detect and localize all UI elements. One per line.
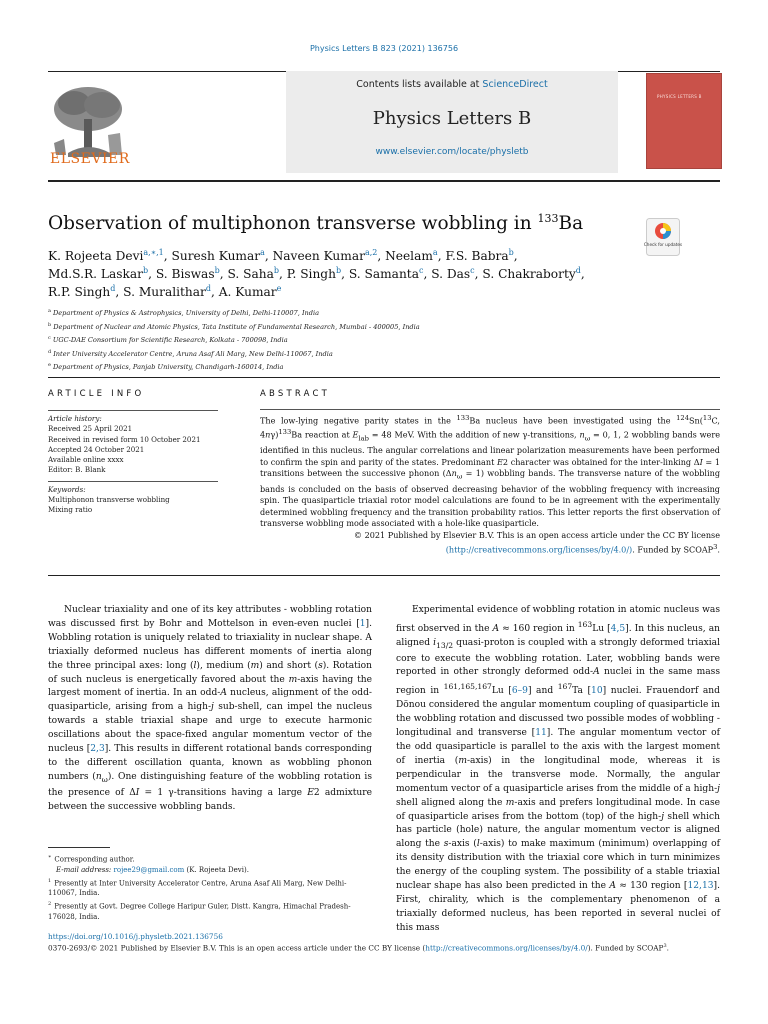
abstract-bottom-rule (48, 575, 720, 576)
journal-cover-image[interactable] (646, 73, 722, 169)
author-name: S. Biswas (155, 267, 215, 281)
author-affiliation-marker[interactable]: b (273, 265, 279, 275)
author-separator: , (115, 285, 124, 299)
author-affiliation-marker[interactable]: b (214, 265, 220, 275)
author-name: Naveen Kumar (272, 249, 365, 263)
author-separator: , (219, 267, 228, 281)
author-name: S. Samanta (348, 267, 419, 281)
affiliation-text: Department of Nuclear and Atomic Physics, Tata Institute of Fundamental Research, Mumbai - 400005, India (53, 322, 420, 331)
affiliation-marker: c (48, 335, 51, 342)
history-item: Received in revised form 10 October 2021 (48, 434, 201, 444)
keyword-item: Multiphonon transverse wobbling (48, 495, 170, 505)
history-item: Available online xxxx (48, 455, 124, 465)
affiliation-text: UGC-DAE Consortium for Scientific Research, Kolkata - 700098, India (52, 336, 288, 345)
author-name: S. Das (431, 267, 471, 281)
author-name: Md.S.R. Laskar (48, 267, 143, 281)
affiliation-marker: a (48, 308, 51, 314)
footnote-email: E-mail address: rojee29@gmail.com (K. Rojeeta Devi). (56, 865, 249, 874)
affiliation-item (48, 333, 668, 347)
author-name: S. Saha (227, 267, 274, 281)
cc-license-link[interactable]: (http://creativecommons.org/licenses/by/4.0/) (445, 544, 633, 555)
affiliation-text: Department of Physics, Panjab University, Chandigarh-160014, India (52, 363, 284, 372)
journal-reference[interactable]: Physics Letters B 823 (2021) 136756 (309, 44, 459, 53)
cover-title: PHYSICS LETTERS B (657, 94, 702, 99)
copyright-line: 0370-2693/© 2021 Published by Elsevier B.V. This is an open access article under the CC BY license (http://creativecommons.org/licenses/by/4.0/). Funded by SCOAP$^3$. (48, 943, 669, 953)
author-name: K. Rojeeta Devi (48, 249, 144, 263)
author-separator: , (474, 267, 483, 281)
abstract-text: The low-lying negative parity states in the $^{133}$Ba nucleus have been investigated using the $^{124}$Sn($^{13}$C, 4nγ)$^{133}$Ba reaction at $E_{lab} = 48$ MeV. With the addition of new γ-transitions, $n_\omega = 0$, 1, 2 wobbling bands were identified in this nucleus. The angular correlations and linear polarization measurements have been performed to confirm the spin and parity of the states. Predominant E2 character was obtained for the inter-linking ΔI = 1 transitions between the successive phonon $(\Delta n_\omega = 1)$ wobbling bands. The transverse nature of the wobbling bands is concluded on the basis of observed decreasing behavior of the wobbling frequency with increasing spin. The quasiparticle triaxial rotor model calculations are found to be in agreement with the experimentally determined wobbling frequency and the transition probability ratios. This letter reports the first observation of transverse wobbling mode associated with a hole-like quasiparticle. © 2021 Published by Elsevier B.V. This is an open access article under the CC BY license (http://creativecommons.org/licenses/by/4.0/). Funded by SCOAP$^3$. (260, 412, 720, 556)
article-title: Observation of multiphonon transverse wobbling in $^{133}$Ba (48, 212, 584, 235)
author-separator: , (148, 267, 156, 281)
footnote-corresponding: ∗ Corresponding author. (48, 854, 135, 864)
author-affiliation-marker[interactable]: a,∗,1 (143, 247, 164, 257)
author-list (48, 247, 668, 301)
abstract-heading: ABSTRACT (260, 389, 331, 399)
masthead-bottom-rule (48, 180, 720, 182)
journal-banner (286, 71, 618, 173)
history-item: Editor: B. Blank (48, 465, 106, 475)
footnote-1: $^1$ Presently at Inter University Accelerator Centre, Aruna Asaf Ali Marg, New Delhi-110067, India. (48, 877, 347, 898)
affiliation-item (48, 306, 668, 320)
author-name: F.S. Babra (445, 249, 509, 263)
author-affiliation-marker[interactable]: d (110, 283, 116, 293)
author-email-link[interactable]: rojee29@gmail.com (113, 865, 185, 874)
footnote-2: $^2$ Presently at Govt. Degree College Haripur Guler, Distt. Kangra, Himachal Pradesh-176028, India. (48, 901, 351, 921)
affiliation-item (48, 320, 668, 334)
author-name: A. Kumar (218, 285, 277, 299)
author-affiliation-marker[interactable]: b (508, 247, 514, 257)
check-for-updates-label: Check for updates (643, 242, 683, 247)
body-column-right: Experimental evidence of wobbling rotation in atomic nucleus was first observed in the A ≈ 160 region in $^{163}$Lu [4,5]. In this nucleus, an aligned $i_{13/2}$ quasi-proton is coupled with a strongly deformed triaxial core to execute the wobbling rotation. Later, wobbling bands were reported in other strongly deformed odd-A nuclei in the same mass region in $^{161,165,167}$Lu [6–9] and $^{167}$Ta [10] nuclei. Frauendorf and Dönou considered the angular momentum coupling of quasiparticle in the wobbling rotation and discussed two possible modes of wobbling - longitudinal and transverse [11]. The angular momentum vector of the odd quasiparticle is parallel to the axis with the largest moment of inertia (m-axis) in the longitudinal mode, whereas it is perpendicular in the transverse mode. Normally, the angular momentum vector of a quasiparticle arises from the middle of a high-j shell aligned along the m-axis and prefers longitudinal mode. In case of quasiparticle arises from the bottom (top) of the high-j shell which has particle (hole) nature, the angular momentum vector is aligned along the s-axis (l-axis) to make maximum (minimum) overlapping of its density distribution with the triaxial core which in turn minimizes the energy of the coupling system. The possibility of a stable triaxial nuclear shape has also been predicted in the A ≈ 130 region [12,13]. First, chirality, which is the complementary phenomenon of a triaxially deformed nucleus, has been reported in several nuclei of this mass (396, 605, 721, 933)
history-item: Accepted 24 October 2021 (48, 444, 145, 454)
author-name: S. Chakraborty (482, 267, 576, 281)
author-separator: , (278, 267, 287, 281)
footnote-rule (48, 847, 110, 848)
author-separator: , (580, 267, 585, 281)
front-matter-rule (48, 377, 720, 378)
sciencedirect-link[interactable]: ScienceDirect (482, 79, 548, 90)
body-column-left: Nuclear triaxiality and one of its key attributes - wobbling rotation was discussed first by Bohr and Mottelson in even-even nuclei [1]. Wobbling rotation is uniquely related to triaxiality in nuclear shape. A triaxially deformed nucleus has different moments of inertia along the three principal axes: long (l), medium (m) and short (s). Rotation of such nucleus is energetically favored about the m-axis having the largest moment of inertia. In an odd-A nucleus, alignment of the odd-quasiparticle, arising from a high-j sub-shell, can impel the nucleus towards a stable triaxial shape and urge to execute harmonic oscillations about the space-fixed angular momentum vector of the nucleus [2,3]. This results in different rotational bands corresponding to the different oscillation quanta, known as wobbling phonon numbers $(n_\omega)$. One distinguishing feature of the wobbling rotation is the presence of ΔI = 1 γ-transitions having a large E2 admixture between the successive wobbling bands. (48, 605, 373, 812)
author-name: P. Singh (286, 267, 336, 281)
copyright-license-link[interactable]: http://creativecommons.org/licenses/by/4.0/ (425, 943, 588, 953)
journal-homepage-link[interactable]: www.elsevier.com/locate/physletb (375, 147, 529, 157)
affiliation-text: Department of Physics & Astrophysics, University of Delhi, Delhi-110007, India (52, 309, 320, 318)
doi-link[interactable]: https://doi.org/10.1016/j.physletb.2021.136756 (48, 932, 223, 941)
author-affiliation-marker[interactable]: d (205, 283, 211, 293)
author-affiliation-marker[interactable]: a (260, 247, 265, 257)
author-affiliation-marker[interactable]: c (470, 265, 475, 275)
article-info-heading: ARTICLE INFO (48, 389, 145, 399)
masthead (48, 71, 720, 181)
author-name: Neelam (385, 249, 433, 263)
author-affiliation-marker[interactable]: d (575, 265, 581, 275)
author-separator: , (437, 249, 446, 263)
affiliation-text: Inter University Accelerator Centre, Aruna Asaf Ali Marg, New Delhi-110067, India (53, 349, 333, 358)
affiliation-marker: e (48, 362, 51, 369)
affiliation-list (48, 306, 668, 374)
author-separator: , (264, 249, 273, 263)
affiliation-item (48, 360, 668, 374)
author-affiliation-marker[interactable]: a (432, 247, 438, 257)
history-label: Article history: (48, 414, 102, 423)
affiliation-item (48, 347, 668, 361)
keywords-label: Keywords: (48, 484, 86, 494)
author-separator: , (423, 267, 432, 281)
footnotes (48, 852, 372, 923)
keyword-item: Mixing ratio (48, 505, 93, 515)
author-name: S. Muralithar (123, 285, 206, 299)
author-separator: , (341, 267, 349, 281)
contents-line: Contents lists available at ScienceDirect (356, 79, 548, 90)
author-separator: , (211, 285, 219, 299)
author-affiliation-marker[interactable]: c (418, 265, 424, 275)
author-affiliation-marker[interactable]: b (335, 265, 342, 275)
author-name: R.P. Singh (48, 285, 111, 299)
author-separator: , (377, 249, 386, 263)
author-affiliation-marker[interactable]: a,2 (364, 247, 378, 257)
article-info-panel (48, 410, 218, 516)
affiliation-marker: d (48, 348, 52, 355)
author-affiliation-marker[interactable]: b (142, 265, 149, 275)
author-affiliation-marker[interactable]: e (276, 283, 282, 293)
journal-name: Physics Letters B (372, 108, 532, 129)
abstract-license: © 2021 Published by Elsevier B.V. This is an open access article under the CC BY license (http://creativecommons.org/licenses/by/4.0/). Funded by SCOAP$^3$. (353, 529, 720, 555)
affiliation-marker: b (48, 321, 52, 328)
author-separator: , (163, 249, 172, 263)
elsevier-wordmark: ELSEVIER (50, 151, 130, 167)
author-name: Suresh Kumar (171, 249, 261, 263)
history-item: Received 25 April 2021 (48, 424, 133, 434)
author-separator: , (513, 249, 518, 263)
